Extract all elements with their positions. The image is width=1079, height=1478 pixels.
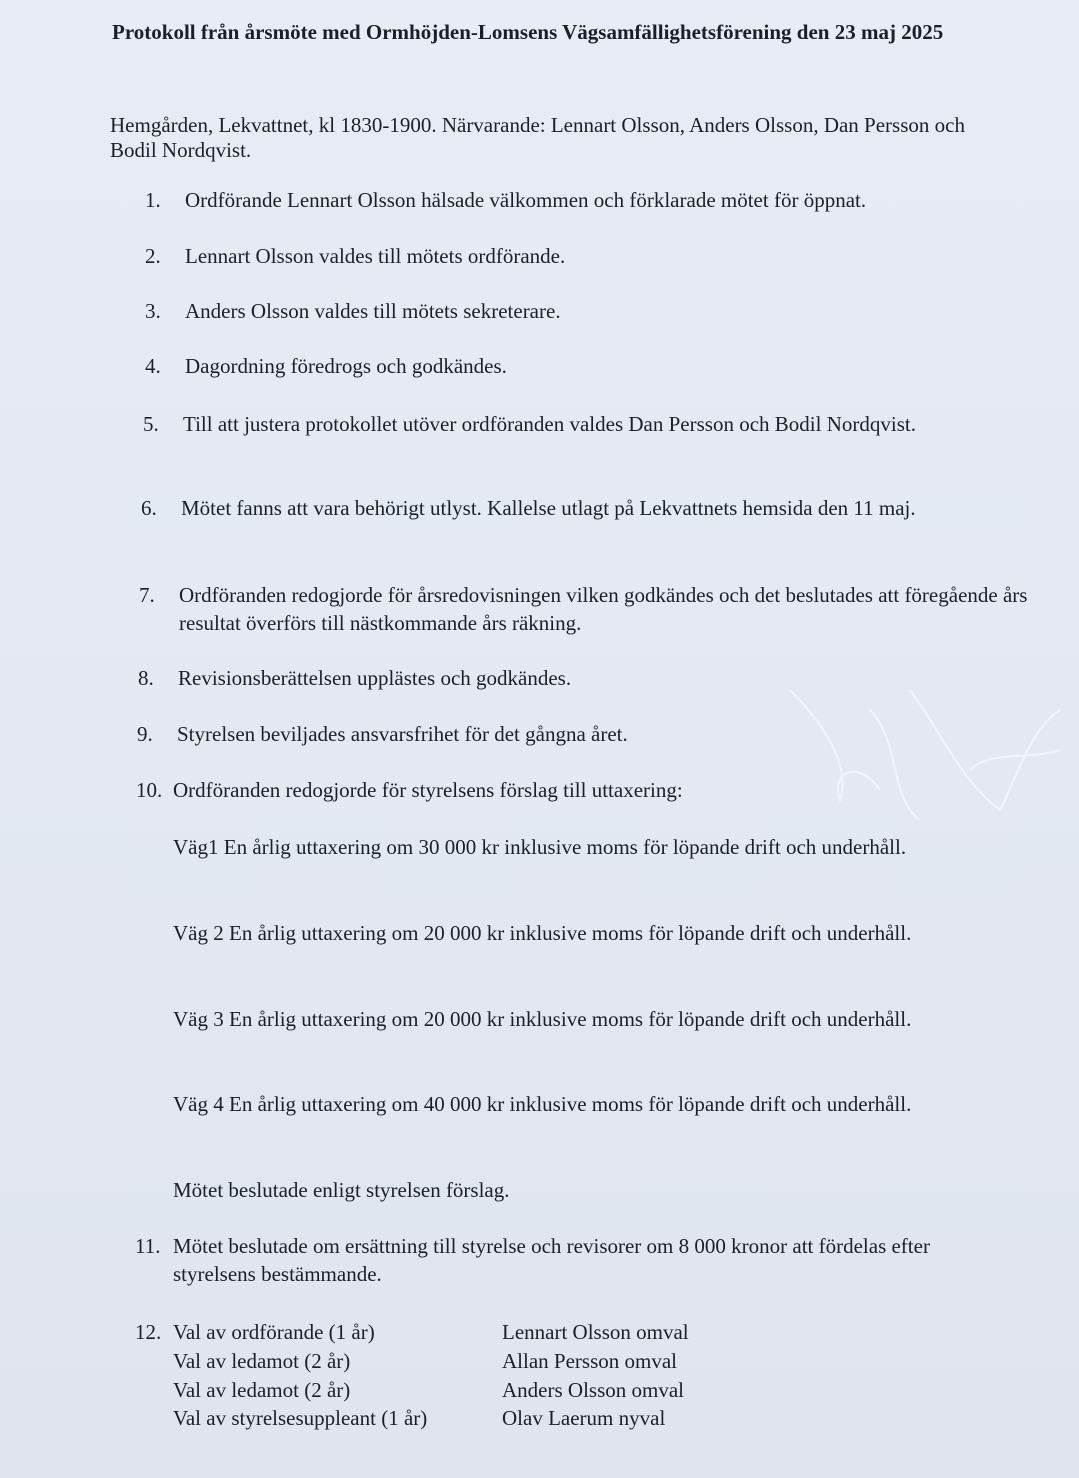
road-proposal: Väg 4 En årlig uttaxering om 40 000 kr inklusive moms för löpande drift och underhåll. [173,1092,912,1116]
item-text: Dagordning föredrogs och godkändes. [185,354,507,378]
item-number: 3. [145,299,161,323]
item-number: 4. [145,354,161,378]
embossed-signature-mark [770,650,1070,850]
item-number: 11. [135,1234,161,1258]
intro-paragraph: Hemgården, Lekvattnet, kl 1830-1900. Närvarande: Lennart Olsson, Anders Olsson, Dan Persson och Bodil Nordqvist. [110,113,965,162]
decision-text: Mötet beslutade enligt styrelsen förslag. [173,1178,510,1202]
item-number: 1. [145,188,161,212]
item-text: Mötet fanns att vara behörigt utlyst. Kallelse utlagt på Lekvattnets hemsida den 11 maj. [181,496,916,520]
road-proposal: Väg 3 En årlig uttaxering om 20 000 kr inklusive moms för löpande drift och underhåll. [173,1007,912,1031]
road-proposal: Väg1 En årlig uttaxering om 30 000 kr inklusive moms för löpande drift och underhåll. [173,835,907,859]
item-text: Ordföranden redogjorde för styrelsens förslag till uttaxering: [173,778,683,802]
item-text: Ordförande Lennart Olsson hälsade välkommen och förklarade mötet för öppnat. [185,188,867,212]
election-person: Lennart Olsson omval [502,1320,689,1344]
election-role: Val av ledamot (2 år) [173,1349,351,1373]
item-text: Till att justera protokollet utöver ordföranden valdes Dan Persson och Bodil Nordqvist. [183,412,916,436]
election-person: Allan Persson omval [502,1349,677,1373]
item-number: 9. [137,722,153,746]
item-text: Lennart Olsson valdes till mötets ordförande. [185,244,566,268]
road-proposal: Väg 2 En årlig uttaxering om 20 000 kr inklusive moms för löpande drift och underhåll. [173,921,912,945]
item-text: Revisionsberättelsen upplästes och godkändes. [178,666,572,690]
election-role: Val av styrelsesuppleant (1 år) [173,1406,428,1430]
election-row [0,1404,1079,1432]
election-row [0,1318,1079,1346]
item-text: Styrelsen beviljades ansvarsfrihet för det gångna året. [177,722,628,746]
election-person: Olav Laerum nyval [502,1406,666,1430]
election-row [0,1347,1079,1375]
item-text: Mötet beslutade om ersättning till styrelse och revisorer om 8 000 kronor att fördelas efter styrelsens bestämmande. [173,1234,930,1286]
item-text: Ordföranden redogjorde för årsredovisningen vilken godkändes och det beslutades att föregående års resultat överförs till nästkommande års räkning. [179,583,1028,635]
item-number: 12. [135,1320,162,1344]
item-number: 8. [138,666,154,690]
election-person: Anders Olsson omval [502,1378,684,1402]
item-text: Anders Olsson valdes till mötets sekreterare. [185,299,561,323]
item-number: 7. [139,583,155,607]
item-number: 10. [136,778,163,802]
election-row [0,1376,1079,1404]
election-role: Val av ledamot (2 år) [173,1378,351,1402]
item-number: 5. [143,412,159,436]
document-title: Protokoll från årsmöte med Ormhöjden-Lomsens Vägsamfällighetsförening den 23 maj 2025 [112,20,944,44]
election-role: Val av ordförande (1 år) [173,1320,375,1344]
item-number: 6. [141,496,157,520]
item-number: 2. [145,244,161,268]
